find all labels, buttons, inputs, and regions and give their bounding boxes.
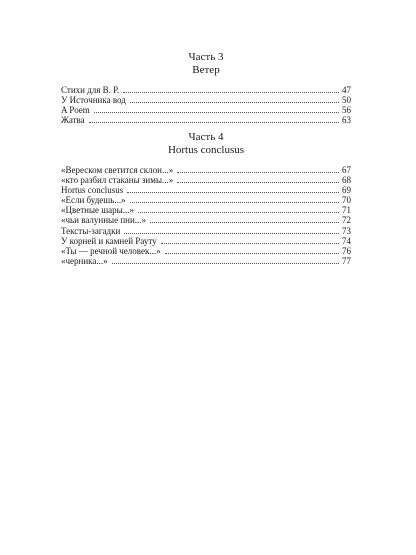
part-subtitle: Hortus conclusus (167, 144, 245, 156)
dot-leader (124, 227, 339, 234)
toc-entry-title: Жатва (61, 115, 85, 126)
part-title: Часть 4 (188, 131, 224, 143)
toc-entry-title: «Вереском светится склон...» (61, 165, 174, 175)
toc-entry-title: «чьи валунные пни...» (61, 215, 147, 226)
toc-entry (61, 185, 351, 195)
toc-entry-page: 69 (342, 185, 351, 196)
part-subtitle: Ветер (192, 64, 220, 76)
toc-entry-title: У Источника вод (61, 95, 126, 106)
toc-entry-title: Тексты-загадки (61, 225, 121, 236)
toc-entry (61, 236, 351, 246)
dot-leader (127, 186, 339, 193)
dot-leader (150, 216, 339, 223)
toc-entry-page: 50 (342, 95, 351, 106)
toc-entry (61, 246, 351, 256)
dot-leader (177, 176, 339, 183)
toc-entry-page: 67 (342, 165, 351, 175)
dot-leader (138, 206, 339, 213)
dot-leader (165, 247, 339, 254)
toc-entry (61, 205, 351, 215)
toc-entry (61, 215, 351, 225)
part-title: Часть 3 (188, 51, 224, 63)
toc-entry-title: A Poem (61, 105, 90, 116)
toc-entry-title: «черника...» (61, 255, 108, 266)
toc-entry-page: 73 (342, 225, 351, 236)
toc-entry (61, 195, 351, 205)
toc-entry-title: У корней и камней Рауту (61, 235, 157, 246)
toc-entry-page: 63 (342, 115, 351, 126)
toc-entry-title: Стихи для В. Р. (61, 85, 120, 95)
toc-section-part-3 (61, 51, 351, 125)
dot-leader (112, 257, 339, 264)
toc-entry-page: 72 (342, 215, 351, 226)
toc-entry-page: 68 (342, 175, 351, 186)
toc-entry-title: Hortus conclusus (61, 185, 124, 196)
toc-entry (61, 175, 351, 185)
toc-entry-title: «Ты — речной человек...» (61, 245, 161, 256)
toc-entry-page: 76 (342, 245, 351, 256)
dot-leader (177, 166, 339, 173)
dot-leader (130, 96, 339, 103)
toc-entry-page: 70 (342, 195, 351, 206)
toc-entry (61, 95, 351, 105)
toc-entry-page: 71 (342, 205, 351, 216)
toc-entry-page: 47 (342, 85, 351, 95)
toc-section-part-4 (61, 131, 351, 266)
toc-entry-page: 74 (342, 235, 351, 246)
toc-entry-page: 56 (342, 105, 351, 116)
dot-leader (123, 86, 339, 93)
toc-entry-title: «кто разбил стаканы зимы...» (61, 175, 174, 186)
dot-leader (94, 106, 339, 113)
toc-entry-title: «Если будешь...» (61, 195, 126, 206)
toc-list (61, 85, 351, 125)
toc-entry (61, 226, 351, 236)
toc-entry (61, 256, 351, 266)
toc-entry-page: 77 (342, 255, 351, 266)
toc-entry (61, 165, 351, 175)
toc-entry-title: «Цветные шары...» (61, 205, 134, 216)
dot-leader (89, 116, 339, 123)
dot-leader (130, 196, 339, 203)
toc-entry (61, 105, 351, 115)
dot-leader (161, 237, 339, 244)
toc-entry (61, 85, 351, 95)
toc-entry (61, 115, 351, 125)
toc-list (61, 165, 351, 266)
